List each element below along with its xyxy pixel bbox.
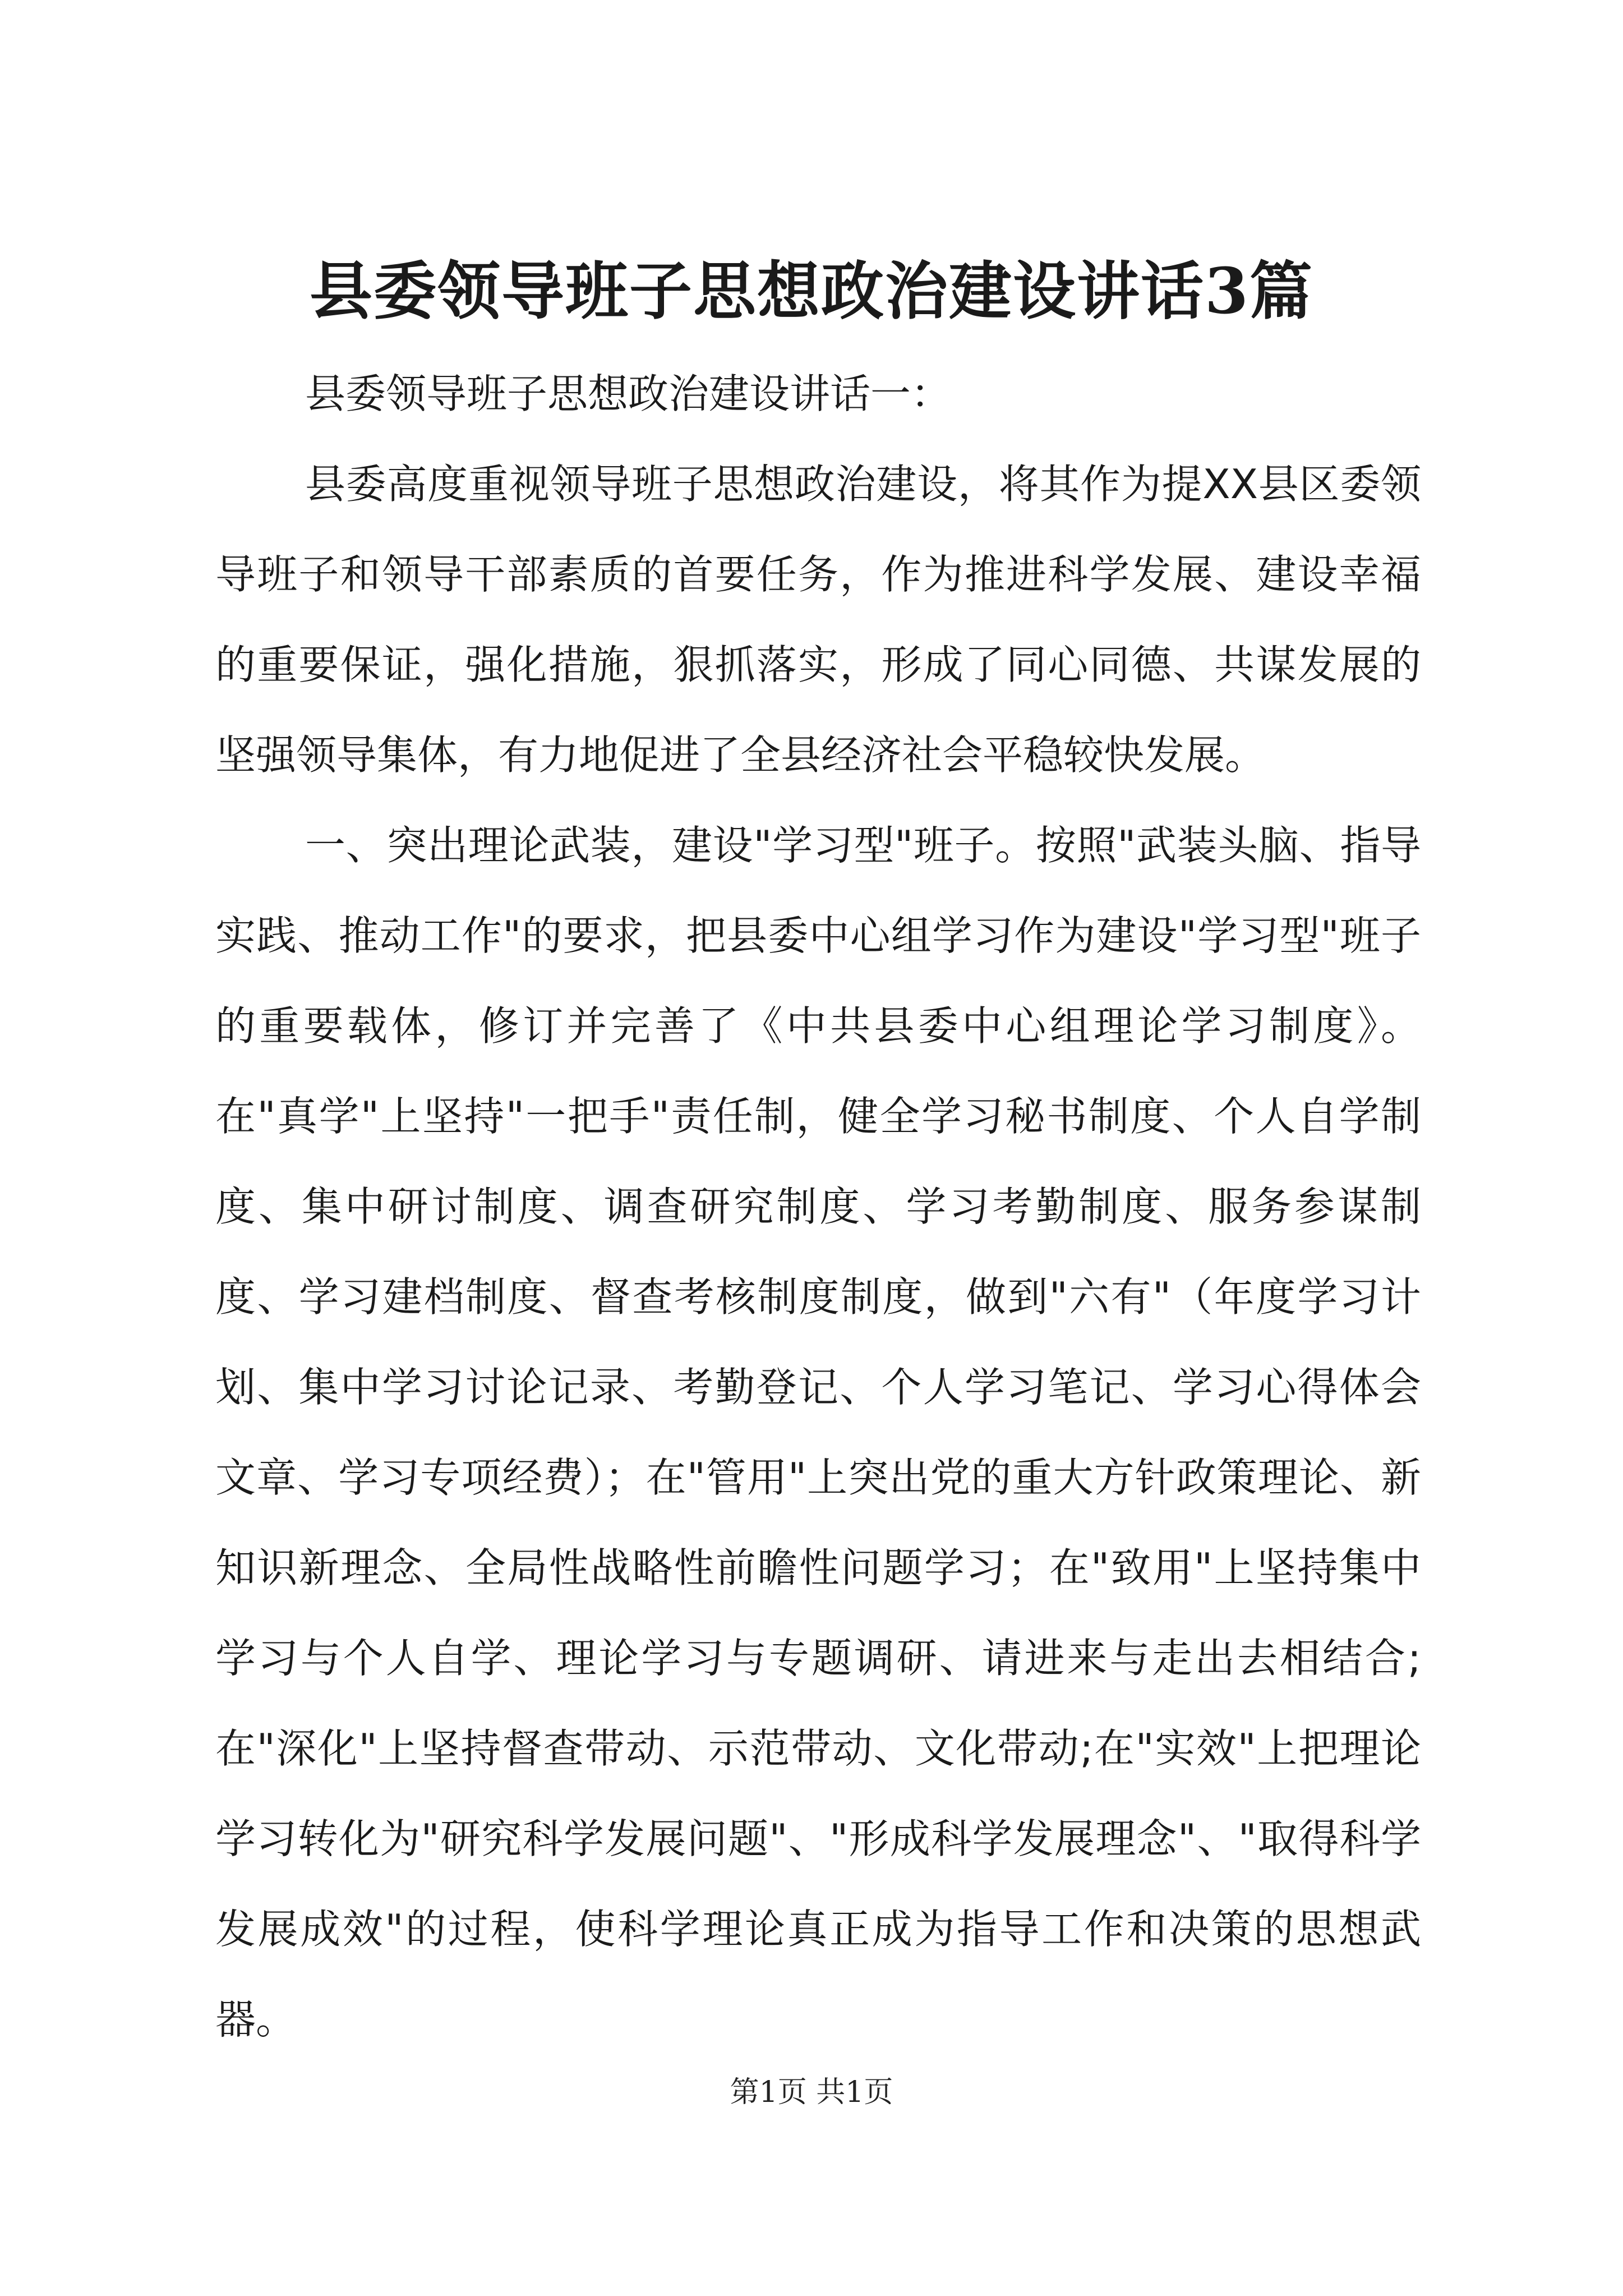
paragraph-intro: 县委高度重视领导班子思想政治建设，将其作为提XX县区委领导班子和领导干部素质的首要任务，作为推进科学发展、建设幸福的重要保证，强化措施，狠抓落实，形成了同心同德、共谋发展的坚强领导集体，有力地促进了全县经济社会平稳较快发展。 (215, 461, 1421, 779)
page-footer: 第1页 共1页 (730, 2076, 893, 2109)
document-body (215, 349, 1421, 2065)
paragraph-heading: 县委领导班子思想政治建设讲话一： (305, 370, 952, 417)
document-title: 县委领导班子思想政治建设讲话3篇 (310, 255, 1313, 328)
paragraph-section-one: 一、突出理论武装，建设"学习型"班子。按照"武装头脑、指导实践、推动工作"的要求，把县委中心组学习作为建设"学习型"班子的重要载体，修订并完善了《中共县委中心组理论学习制度》。在"真学"上坚持"一把手"责任制，健全学习秘书制度、个人自学制度、集中研讨制度、调查研究制度、学习考勤制度、服务参谋制度、学习建档制度、督查考核制度制度，做到"六有"（年度学习计划、集中学习讨论记录、考勤登记、个人学习笔记、学习心得体会文章、学习专项经费）；在"管用"上突出党的重大方针政策理论、新知识新理念、全局性战略性前瞻性问题学习；在"致用"上坚持集中学习与个人自学、理论学习与专题调研、请进来与走出去相结合;在"深化"上坚持督查带动、示范带动、文化带动;在"实效"上把理论学习转化为"研究科学发展问题"、"形成科学发展理念"、"取得科学发展成效"的过程，使科学理论真正成为指导工作和决策的思想武器。 (215, 822, 1421, 2043)
